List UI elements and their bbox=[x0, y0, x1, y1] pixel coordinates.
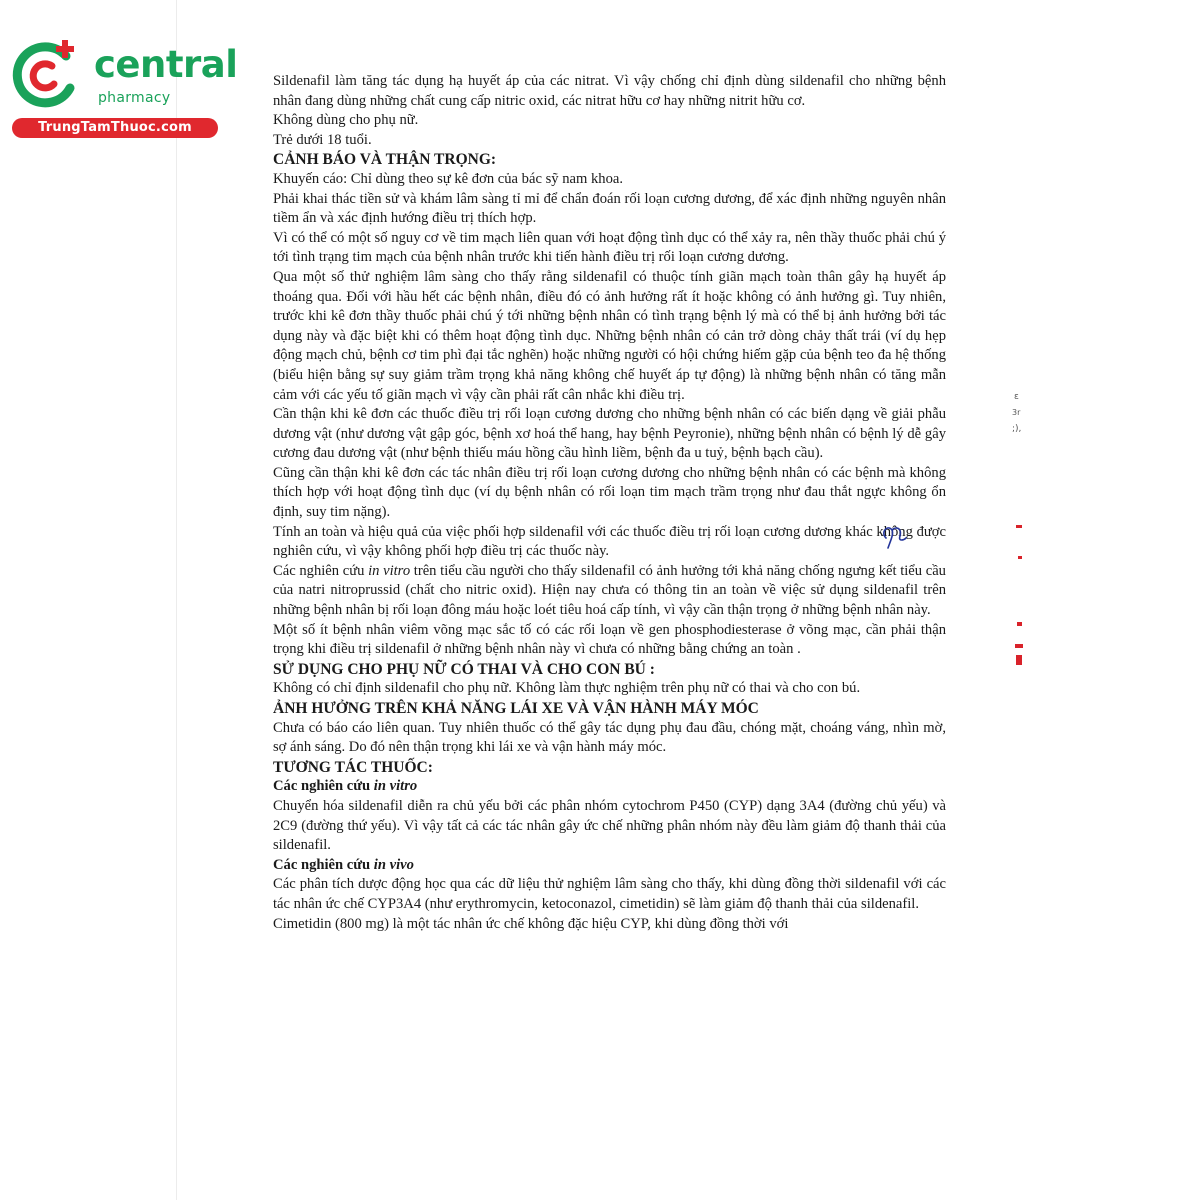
subsection-heading: Các nghiên cứu in vitro bbox=[273, 778, 418, 795]
paragraph: Chưa có báo cáo liên quan. Tuy nhiên thuốc có thể gây tác dụng phụ đau đầu, chóng mặt, choáng váng, nhìn mờ, sợ ánh sáng. Do đó nên thận trọng khi lái xe và vận hành máy móc. bbox=[273, 719, 946, 756]
paragraph: Các phân tích dược động học qua các dữ liệu thử nghiệm lâm sàng cho thấy, khi dùng đồng thời sildenafil với các tác nhân ức chế CYP3A4 (như erythromycin, ketoconazol, cimetidin) sẽ làm giảm độ thanh thải của sildenafil. bbox=[273, 876, 946, 912]
margin-mark-1: ε bbox=[1014, 392, 1019, 402]
brand-website[interactable]: TrungTamThuoc.com bbox=[12, 118, 218, 138]
paragraph: Khuyến cáo: Chỉ dùng theo sự kê đơn của bác sỹ nam khoa. bbox=[273, 170, 623, 187]
section-heading: CẢNH BÁO VÀ THẬN TRỌNG: bbox=[273, 151, 497, 169]
paragraph: Các nghiên cứu in vitro trên tiểu cầu người cho thấy sildenafil có ảnh hưởng tới khả năng chống ngưng kết tiểu cầu của natri nitroprussid (chất cho nitric oxid). Hiện nay chưa có thông tin an toàn về việc sử dụng sildenafil trên những bệnh nhân bị rối loạn đông máu hoặc loét tiêu hoá cấp tính, vì vậy cần thận trọng ở những bệnh nhân này. bbox=[273, 562, 946, 619]
paragraph: Không có chỉ định sildenafil cho phụ nữ. Không làm thực nghiệm trên phụ nữ có thai và cho con bú. bbox=[273, 680, 861, 697]
margin-mark-3: ;), bbox=[1012, 424, 1022, 434]
margin-mark-2: 3r bbox=[1012, 408, 1021, 417]
central-pharmacy-logo-icon bbox=[10, 38, 82, 110]
margin-red-mark bbox=[1016, 525, 1022, 528]
section-heading: SỬ DỤNG CHO PHỤ NỮ CÓ THAI VÀ CHO CON BÚ : bbox=[273, 660, 655, 678]
paragraph: Cimetidin (800 mg) là một tác nhân ức chế không đặc hiệu CYP, khi dùng đồng thời với bbox=[273, 915, 789, 932]
handwritten-signature-icon bbox=[878, 518, 908, 552]
paragraph: Trẻ dưới 18 tuổi. bbox=[273, 131, 372, 148]
paragraph: Tính an toàn và hiệu quả của việc phối hợp sildenafil với các thuốc điều trị rối loạn cương dương khác không được nghiên cứu, vì vậy không phối hợp điều trị các thuốc này. bbox=[273, 523, 946, 560]
paragraph: Một số ít bệnh nhân viêm võng mạc sắc tố có các rối loạn về gen phosphodiesterase ở võng mạc, cần phải thận trọng khi điều trị sildenafil ở những bệnh nhân này vì chưa có những bằng chứng an toàn . bbox=[273, 621, 946, 658]
margin-red-mark bbox=[1018, 556, 1022, 559]
paragraph: Cần thận khi kê đơn các thuốc điều trị rối loạn cương dương cho những bệnh nhân có các biến dạng về giải phẫu dương vật (như dương vật gập góc, bệnh xơ hoá thể hang, hay bệnh Peyronie), những bệnh nhân có bệnh lý dễ gây cương đau dương vật (như bệnh thiếu máu hồng cầu hình liềm, bệnh đa u tuỷ, bệnh bạch cầu). bbox=[273, 406, 946, 462]
section-heading: TƯƠNG TÁC THUỐC: bbox=[273, 758, 433, 776]
paragraph: Qua một số thử nghiệm lâm sàng cho thấy rằng sildenafil có thuộc tính giãn mạch toàn thân gây hạ huyết áp thoáng qua. Đối với hầu hết các bệnh nhân, điều đó có ảnh hưởng rất ít hoặc không có ảnh hưởng gì. Tuy nhiên, trước khi kê đơn thầy thuốc phải chú ý tới những bệnh nhân có tình trạng bệnh lý mà có thể bị ảnh hưởng bởi tác dụng này và đặc biệt khi có thêm hoạt động tình dục. Những bệnh nhân có cản trở dòng chảy thất trái (ví dụ hẹp động mạch chủ, bệnh cơ tim phì đại tắc nghẽn) hoặc những người có hội chứng hiếm gặp của bệnh teo đa hệ thống (biểu hiện bằng sự suy giảm trầm trọng khả năng không chế huyết áp tự động) là những bệnh nhân có tăng mẫn cảm với các yếu tố giãn mạch vì vậy cần phải rất cân nhắc khi điều trị. bbox=[273, 268, 946, 403]
margin-red-mark bbox=[1017, 622, 1022, 626]
margin-red-mark bbox=[1016, 655, 1022, 665]
paragraph: Sildenafil làm tăng tác dụng hạ huyết áp của các nitrat. Vì vậy chống chỉ định dùng sildenafil cho những bệnh nhân đang dùng những chất cung cấp nitric oxid, các nitrat hữu cơ hay những nitrit hữu cơ. bbox=[273, 73, 946, 109]
document-body bbox=[273, 72, 946, 934]
section-heading: ẢNH HƯỞNG TRÊN KHẢ NĂNG LÁI XE VÀ VẬN HÀNH MÁY MÓC bbox=[273, 700, 759, 717]
paragraph: Phải khai thác tiền sử và khám lâm sàng tỉ mỉ để chẩn đoán rối loạn cương dương, để xác định những nguyên nhân tiềm ẩn và xác định hướng điều trị thích hợp. bbox=[273, 190, 946, 227]
paragraph: Vì có thể có một số nguy cơ về tim mạch liên quan với hoạt động tình dục có thể xảy ra, nên thầy thuốc phải chú ý tới tình trạng tim mạch của bệnh nhân trước khi tiến hành điều trị rối loạn cương dương. bbox=[273, 229, 946, 266]
page-edge-shadow bbox=[176, 0, 177, 1200]
paragraph: Không dùng cho phụ nữ. bbox=[273, 112, 419, 129]
brand-subtitle: pharmacy bbox=[98, 90, 171, 106]
paragraph: Chuyển hóa sildenafil diễn ra chủ yếu bởi các phân nhóm cytochrom P450 (CYP) dạng 3A4 (đường chủ yếu) và 2C9 (đường thứ yếu). Vì vậy tất cả các tác nhân gây ức chế những phân nhóm này đều làm giảm độ thanh thải của sildenafil. bbox=[273, 797, 946, 854]
brand-logo[interactable] bbox=[10, 38, 238, 138]
subsection-heading: Các nghiên cứu in vivo bbox=[273, 856, 414, 873]
margin-red-mark bbox=[1015, 644, 1023, 648]
paragraph: Cũng cần thận khi kê đơn các tác nhân điều trị rối loạn cương dương cho những bệnh nhân có các bệnh mà không thích hợp với hoạt động tình dục (ví dụ bệnh nhân có rối loạn tim mạch trầm trọng như đau thắt ngực không ổn định, suy tim nặng). bbox=[273, 464, 946, 521]
brand-name: central bbox=[94, 43, 238, 86]
